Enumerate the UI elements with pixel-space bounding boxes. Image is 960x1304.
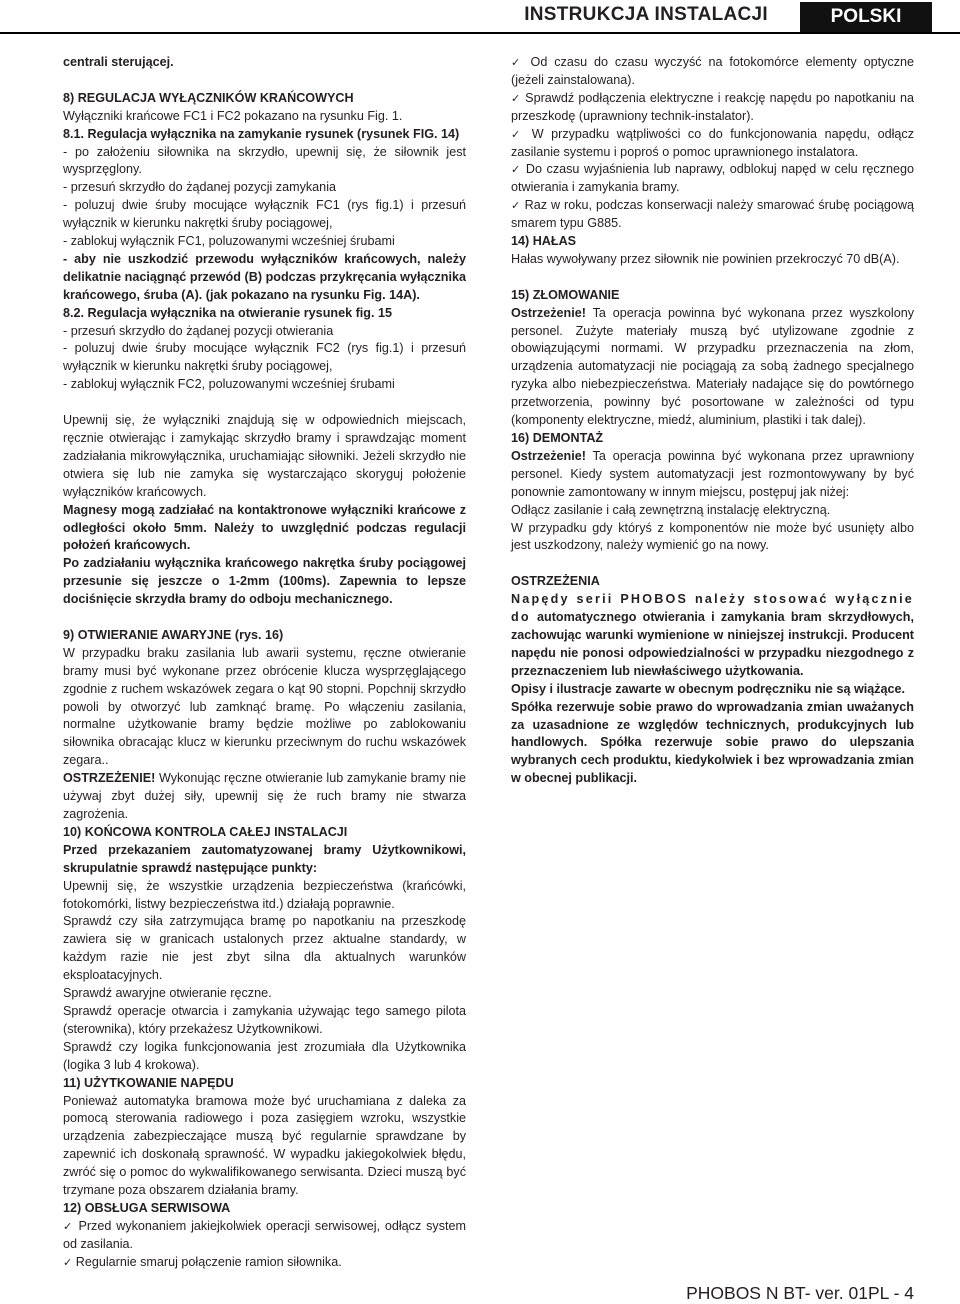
paragraph-lead: OSTRZEŻENIE! [63, 771, 156, 786]
right-column [511, 54, 914, 788]
language-badge: POLSKI [800, 2, 932, 32]
left-column [63, 54, 466, 1272]
paragraph-lead: Napędy serii PHOBOS należy stosować wyłącznie do [511, 592, 914, 625]
paragraph: Ostrzeżenie! Ta operacja powinna być wykonana przez uprawniony personel. Kiedy system automatyzacji jest rozmontowywany by być ponownie zamontowany w innym miejscu, postępuj jak niżej: [511, 448, 914, 499]
paragraph: - poluzuj dwie śruby mocujące wyłącznik FC2 (rys fig.1) i przesuń wyłącznik w kierunku nakrętki śruby pociągowej, [63, 341, 466, 374]
paragraph: - przesuń skrzydło do żądanej pozycji zamykania [63, 180, 336, 195]
paragraph: Ponieważ automatyka bramowa może być uruchamiana z daleka za pomocą sterowania radiowego i poza zasięgiem wzroku, wszystkie urządzenia zabezpieczające muszą być regularnie sprawdzane by zapewnić ich doskonałą sprawność. W wypadku jakiegokolwiek błędu, zwróć się o pomoc do wykwalifikowanego serwisanta. Dzieci muszą być trzymane poza obszarem działania bramy. [63, 1093, 466, 1198]
blank-line [63, 609, 466, 627]
paragraph: Odłącz zasilanie i całą zewnętrzną instalację elektryczną. [511, 502, 831, 517]
paragraph: 8) REGULACJA WYŁĄCZNIKÓW KRAŃCOWYCH [63, 90, 354, 105]
paragraph: - poluzuj dwie śruby mocujące wyłącznik FC1 (rys fig.1) i przesuń wyłącznik w kierunku nakrętki śruby pociągowej, [63, 198, 466, 231]
paragraph: 8.2. Regulacja wyłącznika na otwieranie rysunek fig. 15 [63, 305, 392, 320]
paragraph: ✓ Przed wykonaniem jakiejkolwiek operacji serwisowej, odłącz system od zasilania. [63, 1218, 467, 1251]
blank-line [63, 394, 466, 412]
paragraph-lead: Ostrzeżenie! [511, 448, 586, 463]
paragraph: 11) UŻYTKOWANIE NAPĘDU [63, 1075, 234, 1090]
paragraph: ✓ Od czasu do czasu wyczyść na fotokomórce elementy optyczne (jeżeli zainstalowana). [511, 55, 914, 87]
paragraph: ✓ Sprawdź podłączenia elektryczne i reakcję napędu po napotkaniu na przeszkodę (uprawniony technik-instalator). [511, 90, 914, 123]
paragraph: - aby nie uszkodzić przewodu wyłączników krańcowych, należy delikatnie naciągnąć przewód (B) podczas przykręcania wyłącznika krańcowego, śruba (A). (jak pokazano na rysunku Fig. 14A). [63, 251, 466, 302]
paragraph: 12) OBSŁUGA SERWISOWA [63, 1200, 231, 1215]
paragraph: 10) KOŃCOWA KONTROLA CAŁEJ INSTALACJI [63, 824, 348, 839]
page-footer: PHOBOS N BT- ver. 01PL - 4 [686, 1283, 914, 1303]
paragraph: - zablokuj wyłącznik FC1, poluzowanymi wcześniej śrubami [63, 234, 395, 249]
paragraph: Ostrzeżenie! Ta operacja powinna być wykonana przez wyszkolony personel. Zużyte materiały muszą być utylizowane zgodnie z obowiązującymi normami. W przypadku przeznaczenia na złom, urządzenia automatyzacji nie pociągają za sobą żadnego specjalnego ryzyka albo niebezpieczeństwa. Materiały nadające się do powtórnego przetworzenia, powinny być posortowane w zależności od typu (komponenty elektryczne, miedź, aluminium, plastiki i tak dalej). [511, 305, 914, 428]
paragraph: ✓ Regularnie smaruj połączenie ramion siłownika. [63, 1254, 342, 1269]
paragraph: - zablokuj wyłącznik FC2, poluzowanymi wcześniej śrubami [63, 377, 395, 392]
blank-line [511, 269, 914, 287]
paragraph: Magnesy mogą zadziałać na kontaktronowe wyłączniki krańcowe z odległości około 5mm. Należy to uwzględnić podczas regulacji położeń krańcowych. [63, 502, 466, 553]
paragraph: - przesuń skrzydło do żądanej pozycji otwierania [63, 323, 334, 338]
paragraph: 8.1. Regulacja wyłącznika na zamykanie rysunek (rysunek FIG. 14) [63, 126, 460, 141]
blank-line [511, 555, 914, 573]
paragraph: Po zadziałaniu wyłącznika krańcowego nakrętka śruby pociągowej przesunie się jeszcze o 1-2mm (100ms). Zapewnia to lepsze dociśnięcie skrzydła bramy do odboju mechanicznego. [63, 556, 466, 607]
paragraph: 9) OTWIERANIE AWARYJNE (rys. 16) [63, 627, 284, 642]
checkmark-icon: ✓ [511, 56, 524, 69]
header-rule [0, 32, 960, 34]
paragraph: Opisy i ilustracje zawarte w obecnym podręczniku nie są wiążące. [511, 681, 906, 696]
checkmark-icon: ✓ [63, 1255, 73, 1269]
checkmark-icon: ✓ [511, 127, 525, 141]
paragraph: Upewnij się, że wszystkie urządzenia bezpieczeństwa (krańcówki, fotokomórki, listwy bezpieczeństwa itd.) działają poprawnie. [63, 878, 466, 911]
paragraph: Hałas wywoływany przez siłownik nie powinien przekroczyć 70 dB(A). [511, 251, 900, 266]
paragraph: Przed przekazaniem zautomatyzowanej bramy Użytkownikowi, skrupulatnie sprawdź następujące punkty: [63, 842, 466, 875]
paragraph: Wyłączniki krańcowe FC1 i FC2 pokazano na rysunku Fig. 1. [63, 108, 403, 123]
paragraph: Sprawdź awaryjne otwieranie ręczne. [63, 986, 272, 1001]
checkmark-icon: ✓ [511, 199, 521, 213]
checkmark-icon: ✓ [511, 163, 522, 177]
paragraph: ✓ Do czasu wyjaśnienia lub naprawy, odblokuj napęd w celu ręcznego otwierania i zamykania bramy. [511, 162, 915, 195]
paragraph-lead: Ostrzeżenie! [511, 305, 586, 320]
paragraph: 15) ZŁOMOWANIE [511, 287, 620, 302]
paragraph: Upewnij się, że wyłączniki znajdują się w odpowiednich miejscach, ręcznie otwierając i zamykając skrzydło bramy i sprawdzając moment zadziałania mikrowyłącznika, uruchamiając siłowniki. Jeżeli skrzydło nie otwiera się lub nie zamyka się wystarczająco skoryguj położenie wyłączników krańcowych. [63, 413, 466, 499]
paragraph: centrali sterującej. [63, 55, 174, 69]
paragraph: ✓ W przypadku wątpliwości co do funkcjonowania napędu, odłącz zasilanie systemu i poproś o pomoc uprawnionego instalatora. [511, 126, 914, 159]
paragraph: Napędy serii PHOBOS należy stosować wyłącznie do automatycznego otwierania i zamykania bram skrzydłowych, zachowując warunki wymienione w niniejszej instrukcji. Producent napędu nie ponosi odpowiedzialności w przypadku niezgodnego z przeznaczeniem lub niewłaściwego użytkowania. [511, 592, 914, 678]
paragraph: Spółka rezerwuje sobie prawo do wprowadzania zmian uważanych za uzasadnione ze względów technicznych, produkcyjnych lub handlowych. Spółka rezerwuje sobie prawo do ulepszania wybranych cech produktu, kiedykolwiek i bez wprowadzania zmian w obecnej publikacji. [511, 699, 914, 786]
paragraph: 16) DEMONTAŻ [511, 431, 604, 446]
paragraph: OSTRZEŻENIE! Wykonując ręczne otwieranie lub zamykanie bramy nie używaj zbyt dużej siły, upewnij się że ruch bramy nie stwarza zagrożenia. [63, 771, 466, 822]
paragraph: - po założeniu siłownika na skrzydło, upewnij się, że siłownik jest wysprzęglony. [63, 144, 466, 177]
paragraph: Sprawdź operacje otwarcia i zamykania używając tego samego pilota (sterownika), który przekażesz Użytkownikowi. [63, 1003, 466, 1036]
page-header-title: INSTRUKCJA INSTALACJI [524, 4, 768, 25]
paragraph: ✓ Raz w roku, podczas konserwacji należy smarować śrubę pociągową smarem typu G885. [511, 198, 915, 231]
checkmark-icon: ✓ [511, 91, 521, 105]
paragraph: W przypadku gdy któryś z komponentów nie może być usunięty albo jest uszkodzony, należy wymienić go na nowy. [511, 520, 914, 553]
paragraph: 14) HAŁAS [511, 234, 577, 249]
paragraph: Sprawdź czy siła zatrzymująca bramę po napotkaniu na przeszkodę zawiera się w granicach ustalonych przez aktualne standardy, w każdym razie nie jest zbyt silna dla aktualnych warunków eksploatacyjnych. [63, 914, 466, 983]
paragraph: W przypadku braku zasilania lub awarii systemu, ręczne otwieranie bramy musi być wykonane przez obrócenie klucza wysprzęglającego zgodnie z ruchem wskazówek zegara o kąt 90 stopni. Popchnij skrzydło powoli by otworzyć lub zamknąć bramę. Po włączeniu zasilania, normalne użytkowanie bramy będzie możliwe po zablokowaniu siłownika obracając klucz w kierunku przeciwnym do ruchu wskazówek zegara.. [63, 645, 466, 768]
checkmark-icon: ✓ [63, 1219, 74, 1233]
paragraph: OSTRZEŻENIA [511, 574, 600, 589]
blank-line [63, 72, 466, 90]
paragraph: Sprawdź czy logika funkcjonowania jest zrozumiała dla Użytkownika (logika 3 lub 4 krokowa). [63, 1039, 466, 1072]
